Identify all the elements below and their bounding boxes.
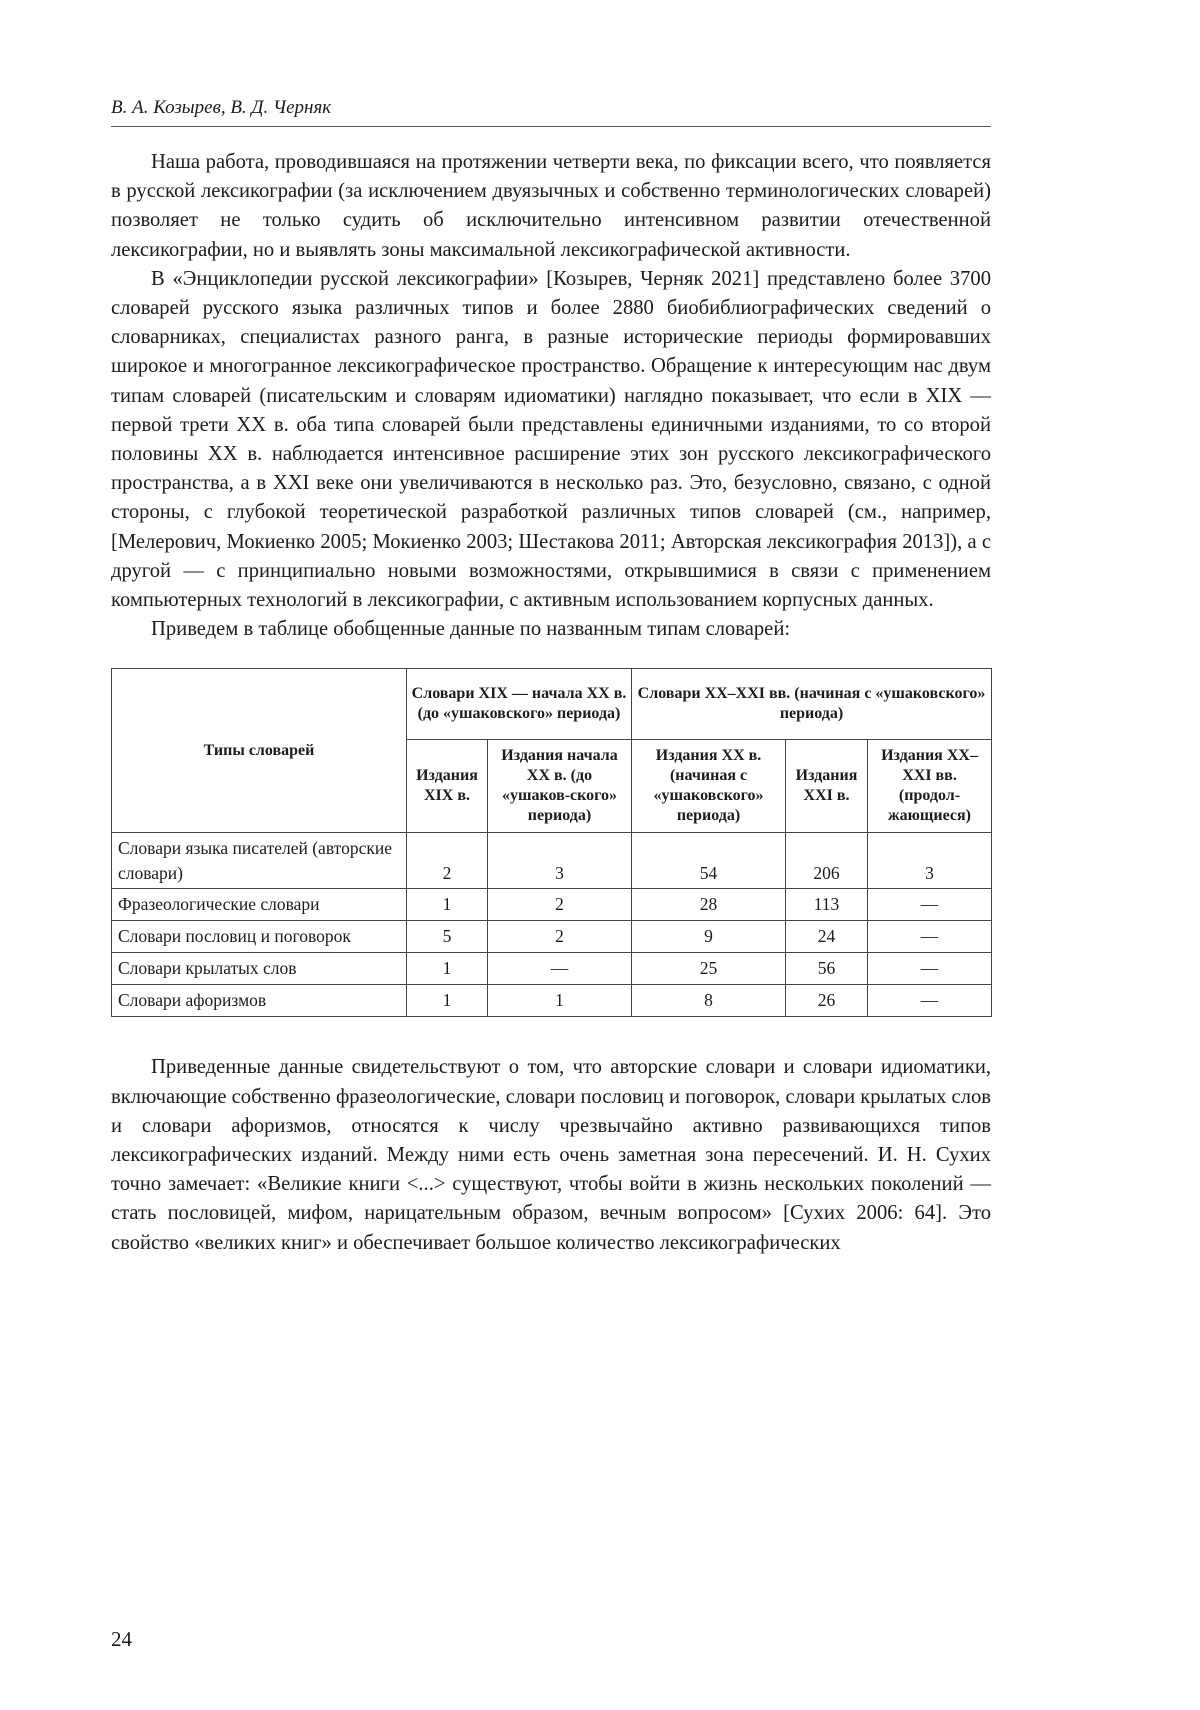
table-cell: 206 xyxy=(786,833,868,889)
table-cell: 2 xyxy=(488,889,632,921)
page-number: 24 xyxy=(111,1627,132,1651)
table-cell: — xyxy=(868,921,992,953)
table-cell: 24 xyxy=(786,921,868,953)
row-label: Словари языка писателей (авторские словари) xyxy=(112,833,407,889)
column-header: Издания XX–XXI вв. (продол-жающиеся) xyxy=(868,740,992,833)
group-header-20th-21st-century: Словари XX–XXI вв. (начиная с «ушаковского» периода) xyxy=(632,669,992,740)
table-cell: 2 xyxy=(407,833,488,889)
table-cell: 26 xyxy=(786,985,868,1017)
table-row xyxy=(112,833,992,889)
table-cell: — xyxy=(868,889,992,921)
table-cell: — xyxy=(488,953,632,985)
column-header: Издания XIX в. xyxy=(407,740,488,833)
page xyxy=(111,95,991,1258)
table-cell: 113 xyxy=(786,889,868,921)
table-cell: 9 xyxy=(632,921,786,953)
table-cell: — xyxy=(868,985,992,1017)
running-head-authors: В. А. Козырев, В. Д. Черняк xyxy=(111,95,991,127)
table-cell: 2 xyxy=(488,921,632,953)
row-label: Словари пословиц и поговорок xyxy=(112,921,407,953)
row-label: Словари крылатых слов xyxy=(112,953,407,985)
table-cell: 56 xyxy=(786,953,868,985)
group-header-19th-century: Словари XIX — начала XX в. (до «ушаковского» периода) xyxy=(407,669,632,740)
table-cell: 3 xyxy=(868,833,992,889)
row-label: Фразеологические словари xyxy=(112,889,407,921)
paragraph: В «Энциклопедии русской лексикографии» [Козырев, Черняк 2021] представлено более 3700 словарей русского языка различных типов и более 2880 биобиблиографических сведений о словарниках, специалистах разного ранга, в разные исторические периоды формировавших широкое и многогранное лексикографическое пространство. Обращение к интересующим нас двум типам словарей (писательским и словарям идиоматики) наглядно показывает, что если в XIX — первой трети XX в. оба типа словарей были представлены единичными изданиями, то со второй половины XX в. наблюдается интенсивное расширение этих зон русского лексикографического пространства, а в XXI веке они увеличиваются в несколько раз. Это, безусловно, связано, с одной стороны, с глубокой теоретической разработкой различных типов словарей (см., например, [Мелерович, Мокиенко 2005; Мокиенко 2003; Шестакова 2011; Авторская лексикография 2013]), а с другой — с принципиально новыми возможностями, открывшимися в связи с применением компьютерных технологий в лексикографии, с активным использованием корпусных данных. xyxy=(111,267,991,612)
table-row xyxy=(112,953,992,985)
table-header-row xyxy=(112,669,992,740)
table-cell: 1 xyxy=(407,985,488,1017)
table-cell: 5 xyxy=(407,921,488,953)
table-row xyxy=(112,921,992,953)
paragraph: Наша работа, проводившаяся на протяжении четверти века, по фиксации всего, что появляется в русской лексикографии (за исключением двуязычных и собственно терминологических словарей) позволяет не только судить об исключительно интенсивном развитии отечественной лексикографии, но и выявлять зоны максимальной лексикографической активности. xyxy=(111,151,991,261)
table-cell: 8 xyxy=(632,985,786,1017)
table-row xyxy=(112,985,992,1017)
table-row xyxy=(112,889,992,921)
paragraph-table-intro: Приведем в таблице обобщенные данные по названным типам словарей: xyxy=(151,618,791,641)
table-cell: 3 xyxy=(488,833,632,889)
data-table xyxy=(111,668,992,1017)
table-cell: — xyxy=(868,953,992,985)
table-cell: 25 xyxy=(632,953,786,985)
row-label: Словари афоризмов xyxy=(112,985,407,1017)
dictionary-types-table xyxy=(111,668,991,1017)
table-cell: 1 xyxy=(407,889,488,921)
column-header: Издания XX в. (начиная с «ушаковского» периода) xyxy=(632,740,786,833)
column-header: Издания начала XX в. (до «ушаков-ского» периода) xyxy=(488,740,632,833)
table-cell: 28 xyxy=(632,889,786,921)
column-header-types: Типы словарей xyxy=(112,669,407,833)
paragraph: Приведенные данные свидетельствуют о том, что авторские словари и словари идиоматики, включающие собственно фразеологические, словари пословиц и поговорок, словари крылатых слов и словари афоризмов, относятся к числу чрезвычайно активно развивающихся типов лексикографических изданий. Между ними есть очень заметная зона пересечений. И. Н. Сухих точно замечает: «Великие книги <...> существуют, чтобы войти в жизнь нескольких поколений — стать пословицей, мифом, нарицательным образом, вечным вопросом» [Сухих 2006: 64]. Это свойство «великих книг» и обеспечивает большое количество лексикографических xyxy=(111,1056,991,1254)
table-cell: 54 xyxy=(632,833,786,889)
column-header: Издания XXI в. xyxy=(786,740,868,833)
table-cell: 1 xyxy=(407,953,488,985)
table-cell: 1 xyxy=(488,985,632,1017)
